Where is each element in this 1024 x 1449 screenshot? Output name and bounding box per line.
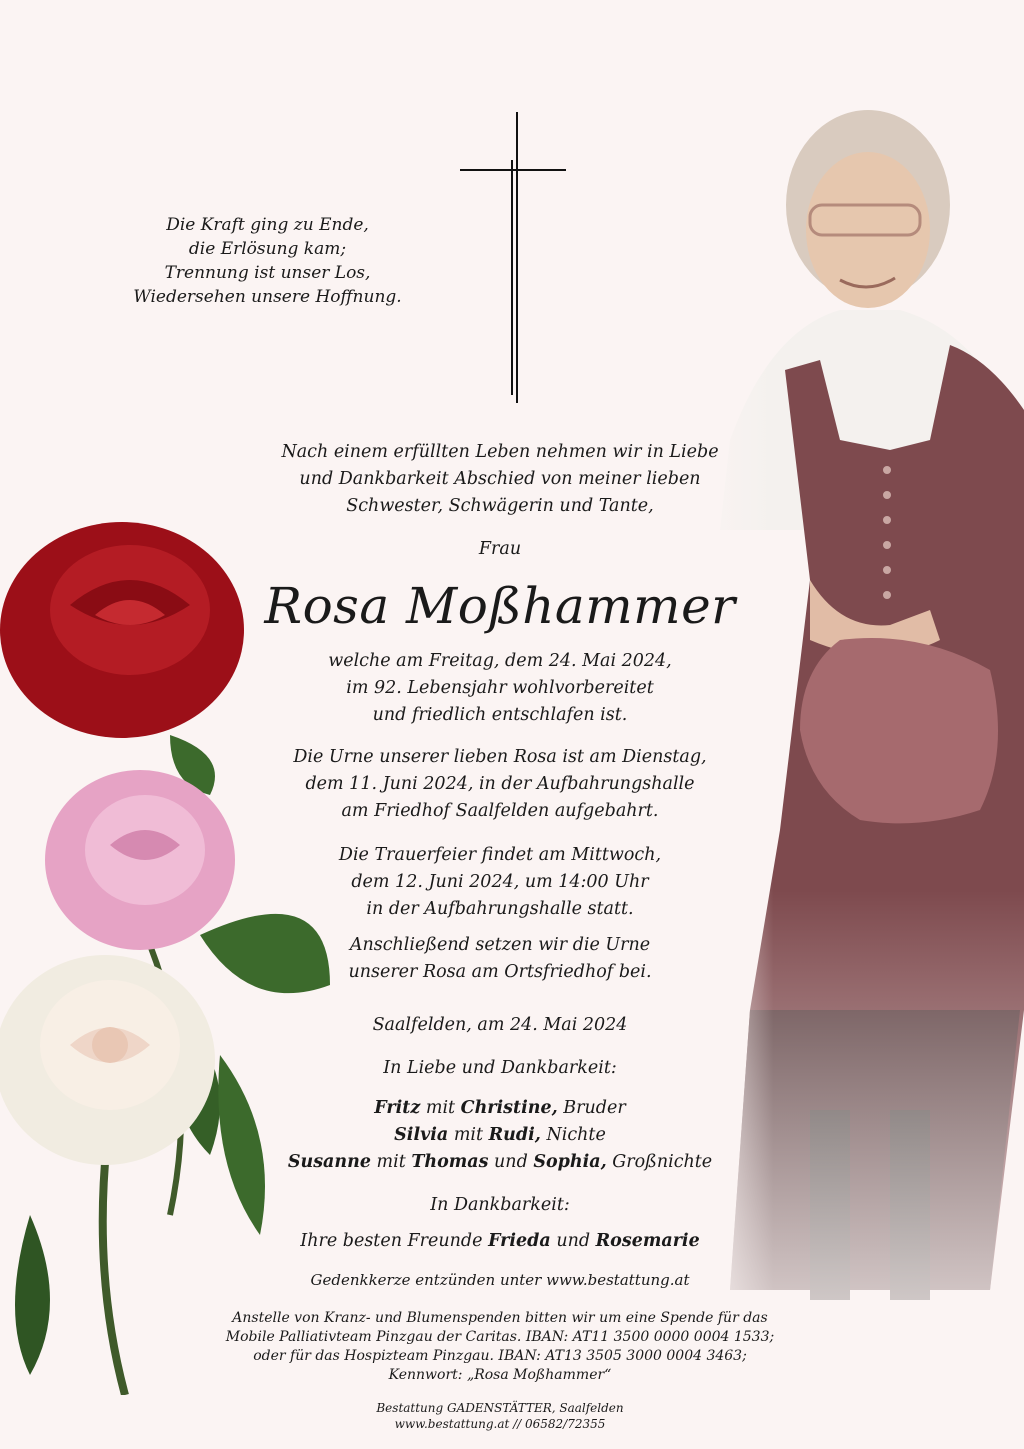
- memorial-poem: [100, 213, 435, 309]
- ceremony-line: Die Trauerfeier findet am Mittwoch,: [338, 845, 662, 865]
- family-name: Fritz: [374, 1098, 421, 1118]
- place-date: Saalfelden, am 24. Mai 2024: [372, 1015, 628, 1035]
- family-connector: mit: [420, 1098, 461, 1118]
- death-info: [250, 648, 750, 729]
- thanks-heading: In Dankbarkeit:: [430, 1195, 570, 1215]
- undertaker-info: [250, 1400, 750, 1432]
- death-line: und friedlich entschlafen ist.: [372, 705, 628, 725]
- family-line: [200, 1149, 800, 1176]
- family-name: Sophia,: [533, 1152, 607, 1172]
- family-relation: Bruder: [557, 1098, 626, 1118]
- poem-line: die Erlösung kam;: [188, 239, 347, 259]
- death-line: im 92. Lebensjahr wohlvorbereitet: [346, 678, 654, 698]
- family-name: Rudi,: [488, 1125, 541, 1145]
- cross-icon: [458, 110, 568, 410]
- intro-line: Nach einem erfüllten Leben nehmen wir in Liebe: [281, 442, 719, 462]
- ceremony-info: [250, 842, 750, 923]
- family-name: Thomas: [411, 1152, 489, 1172]
- family-name: Silvia: [394, 1125, 449, 1145]
- urn-line: dem 11. Juni 2024, in der Aufbahrungshalle: [305, 774, 695, 794]
- undertaker-line: Bestattung GADENSTÄTTER, Saalfelden: [376, 1401, 624, 1415]
- poem-line: Die Kraft ging zu Ende,: [166, 215, 369, 235]
- intro-line: Schwester, Schwägerin und Tante,: [346, 496, 654, 516]
- ceremony-line: in der Aufbahrungshalle statt.: [366, 899, 634, 919]
- family-name: Susanne: [287, 1152, 371, 1172]
- donation-note: [180, 1309, 820, 1385]
- donation-line: Kennwort: „Rosa Moßhammer“: [388, 1367, 612, 1383]
- family-line: [200, 1095, 800, 1122]
- family-connector: und: [488, 1152, 534, 1172]
- undertaker-line: www.bestattung.at // 06582/72355: [394, 1417, 606, 1431]
- ceremony-line: dem 12. Juni 2024, um 14:00 Uhr: [351, 872, 649, 892]
- family-list: [200, 1095, 800, 1176]
- urn-info: [250, 744, 750, 825]
- family-connector: mit: [448, 1125, 489, 1145]
- family-line: [200, 1122, 800, 1149]
- friend-name: Rosemarie: [595, 1231, 700, 1251]
- candle-note: Gedenkkerze entzünden unter www.bestattung.at: [310, 1271, 690, 1289]
- poem-line: Wiedersehen unsere Hoffnung.: [133, 287, 402, 307]
- poem-line: Trennung ist unser Los,: [164, 263, 371, 283]
- friends-connector: und: [550, 1231, 596, 1251]
- burial-line: Anschließend setzen wir die Urne: [349, 935, 651, 955]
- urn-line: am Friedhof Saalfelden aufgebahrt.: [341, 801, 659, 821]
- family-relation: Großnichte: [606, 1152, 713, 1172]
- love-heading: In Liebe und Dankbarkeit:: [383, 1058, 617, 1078]
- family-name: Christine,: [460, 1098, 558, 1118]
- donation-line: Anstelle von Kranz- und Blumenspenden bitten wir um eine Spende für das: [232, 1310, 768, 1326]
- burial-line: unserer Rosa am Ortsfriedhof bei.: [348, 962, 652, 982]
- deceased-name: Rosa Moßhammer: [264, 577, 736, 635]
- death-line: welche am Freitag, dem 24. Mai 2024,: [328, 651, 672, 671]
- donation-line: oder für das Hospizteam Pinzgau. IBAN: AT13 3505 3000 0004 3463;: [253, 1348, 747, 1364]
- family-connector: mit: [370, 1152, 412, 1172]
- urn-line: Die Urne unserer lieben Rosa ist am Dienstag,: [293, 747, 707, 767]
- intro-line: und Dankbarkeit Abschied von meiner lieben: [299, 469, 701, 489]
- friends-line: [250, 1228, 750, 1255]
- friend-name: Frieda: [488, 1231, 551, 1251]
- intro-text: [250, 439, 750, 520]
- salutation: Frau: [478, 539, 522, 559]
- donation-line: Mobile Palliativteam Pinzgau der Caritas. IBAN: AT11 3500 0000 0004 1533;: [225, 1329, 775, 1345]
- burial-info: [250, 932, 750, 986]
- family-relation: Nichte: [540, 1125, 606, 1145]
- friends-prefix: Ihre besten Freunde: [300, 1231, 489, 1251]
